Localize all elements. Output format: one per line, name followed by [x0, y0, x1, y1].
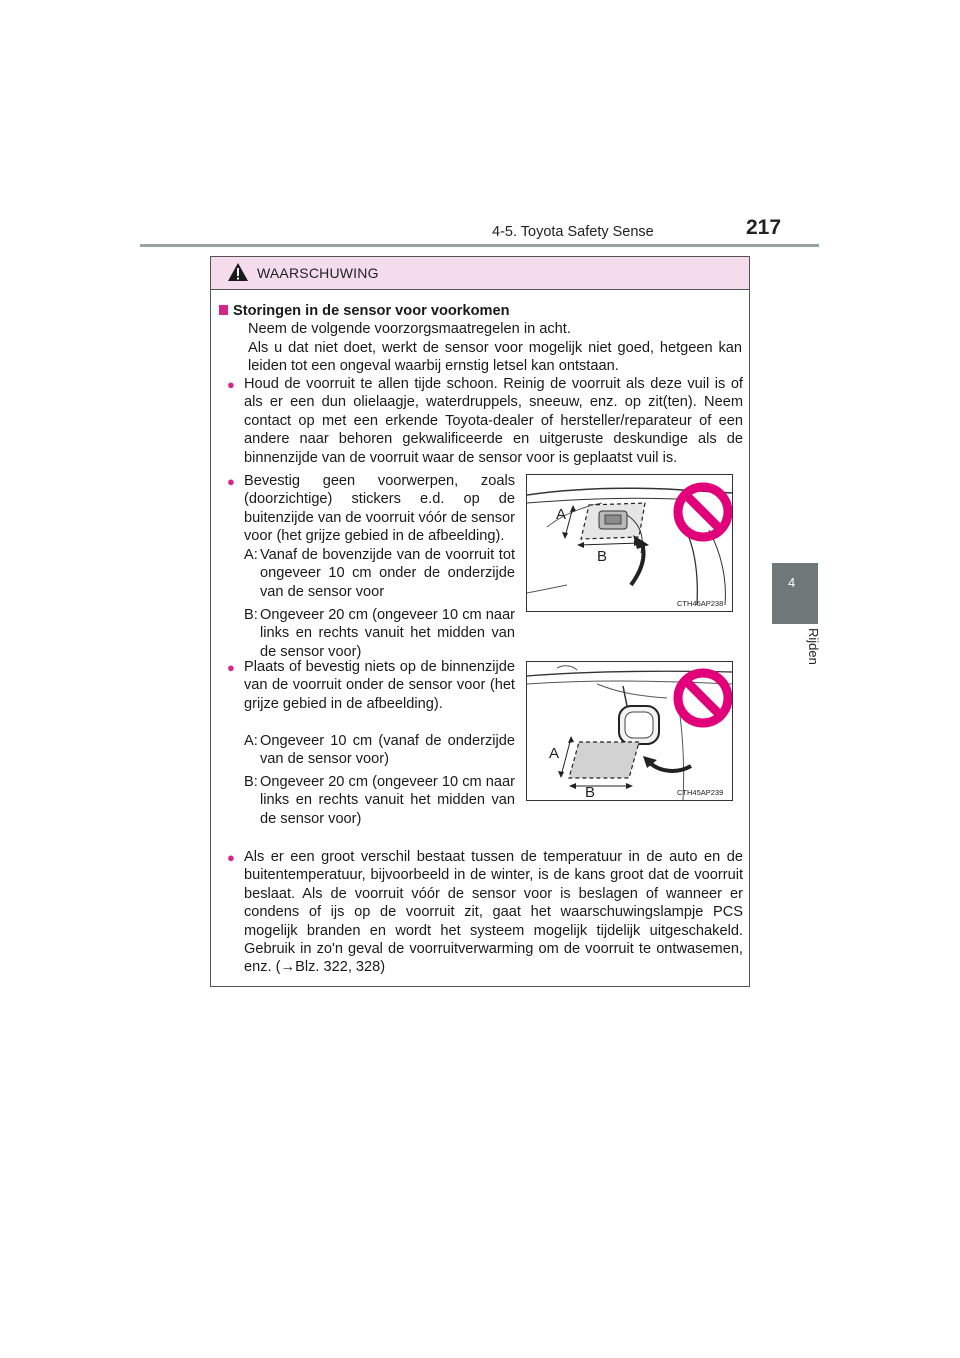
bullet-keep-windshield-clean: Houd de voorruit te allen tijde schoon. Reinig de voorruit als deze vuil is of als er een dun olielaagje, waterdruppels, sneeuw, enz. op zit(ten). Neem contact op met een erkende Toyota-dealer of hersteller/reparateur of een andere naar behoren gekwalificeerde en uitgeruste deskundige als de binnenzijde van de voorruit waar de sensor voor is geplaatst vuil is.	[244, 376, 743, 466]
windshield-inside-illustration	[527, 662, 732, 800]
item-text: Vanaf de bovenzijde van de voorruit tot ongeveer 10 cm onder de onderzijde van de sensor voor	[260, 547, 515, 600]
item-label: B:	[244, 607, 258, 623]
prohibition-icon	[678, 487, 728, 537]
figure1-label-b: B	[597, 548, 608, 565]
warning-box	[210, 256, 750, 987]
section-title: 4-5. Toyota Safety Sense	[492, 224, 654, 240]
square-bullet-icon	[219, 305, 228, 315]
page-number: 217	[746, 216, 782, 239]
warning-section-title: Storingen in de sensor voor voorkomen	[233, 303, 510, 319]
intro-paragraph-1: Neem de volgende voorzorgsmaatregelen in acht.	[248, 321, 571, 337]
chapter-tab	[772, 563, 818, 621]
figure1-code: CTH45AP238	[677, 599, 724, 608]
figure2-code: CTH45AP239	[677, 788, 724, 797]
warning-triangle-icon	[227, 262, 249, 282]
chapter-label: Rijden	[806, 628, 821, 665]
figure-windshield-outside	[526, 474, 733, 612]
round-bullet-icon: ●	[227, 474, 235, 489]
bullet-nothing-inside: Plaats of bevestig niets op de binnenzijde van de voorruit onder de sensor voor (het grijze gebied in de afbeelding).	[244, 659, 515, 712]
warning-header	[211, 257, 749, 290]
round-bullet-icon: ●	[227, 850, 235, 865]
bullet-no-stickers: Bevestig geen voorwerpen, zoals (doorzichtige) stickers e.d. op de buitenzijde van de voorruit vóór de sensor voor (het grijze gebied in de afbeelding).	[244, 473, 515, 545]
windshield-outside-illustration	[527, 475, 732, 611]
item-label: A:	[244, 733, 258, 749]
prohibition-icon	[678, 673, 728, 723]
figure2-label-b: B	[585, 784, 596, 800]
chapter-number: 4	[788, 575, 796, 590]
figure2-label-a: A	[549, 745, 560, 762]
item-text: Ongeveer 10 cm (vanaf de onderzijde van de sensor voor)	[260, 733, 515, 768]
chapter-tab-rule	[772, 621, 818, 624]
item-label: B:	[244, 774, 258, 790]
warning-section-heading	[219, 302, 739, 320]
figure1-label-a: A	[556, 506, 567, 523]
item-text: Ongeveer 20 cm (ongeveer 10 cm naar links en rechts vanuit het midden van de sensor voor)	[260, 774, 515, 827]
bullet-temperature-difference: Als er een groot verschil bestaat tussen de temperatuur in de auto en de buitentemperatuur, bijvoorbeeld in de winter, is de kans groot dat de voorruit beslaat. Als de voorruit vóór de sensor voor is beslagen of wanneer er condens of ijs op de voorruit zit, gaat het waarschuwingslampje PCS mogelijk branden en wordt het systeem mogelijk tijdelijk uitgeschakeld. Gebruik in zo'n geval de voorruitverwarming om de voorruit te ontwasemen, enz. (→Blz. 322, 328)	[244, 849, 743, 976]
item-text: Ongeveer 20 cm (ongeveer 10 cm naar links en rechts vanuit het midden van de sensor voor)	[260, 607, 515, 660]
round-bullet-icon: ●	[227, 660, 235, 675]
intro-paragraph-2: Als u dat niet doet, werkt de sensor voor mogelijk niet goed, hetgeen kan leiden tot een ongeval waarbij ernstig letsel kan ontstaan.	[248, 340, 742, 375]
header-divider	[140, 244, 819, 247]
figure-windshield-inside	[526, 661, 733, 801]
round-bullet-icon: ●	[227, 377, 235, 392]
item-label: A:	[244, 547, 258, 563]
warning-title: WAARSCHUWING	[257, 265, 379, 281]
